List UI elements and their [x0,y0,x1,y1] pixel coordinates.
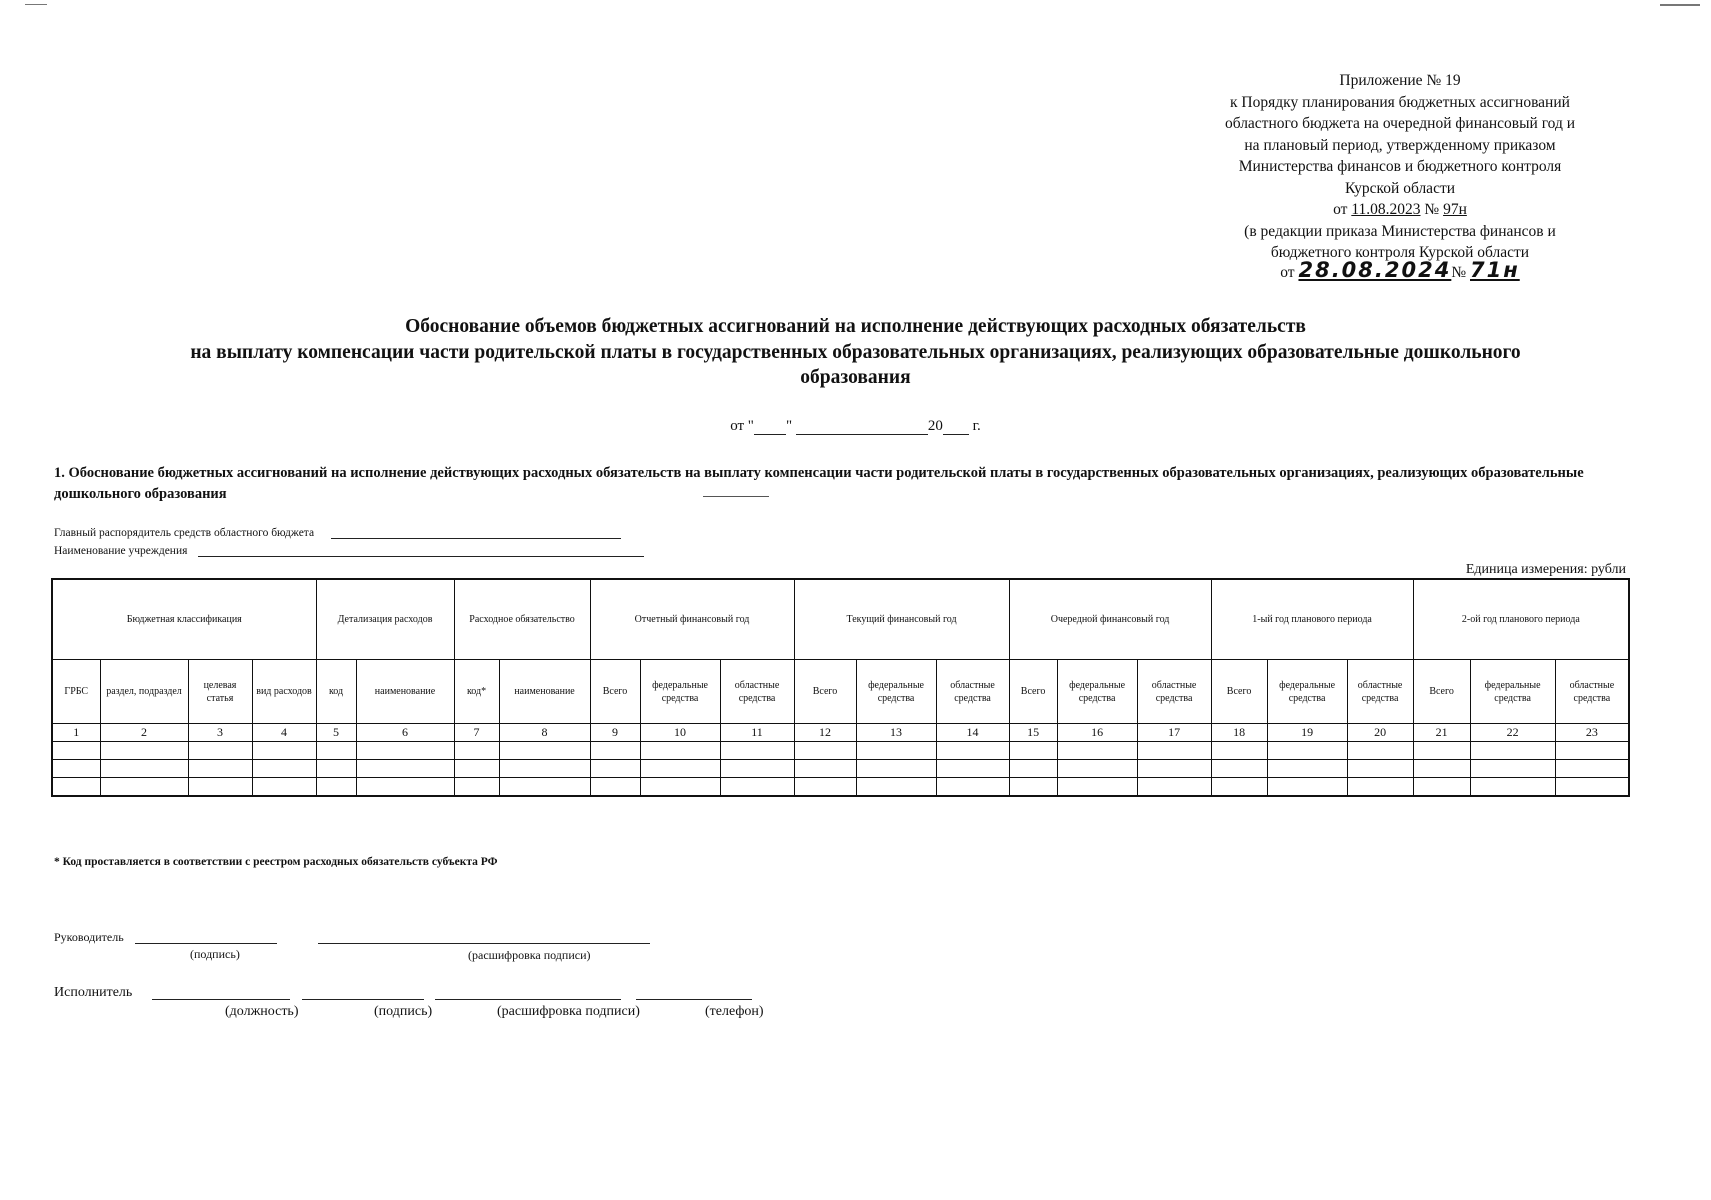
column-header: Всего [794,660,856,724]
table-cell[interactable] [52,760,100,778]
table-cell[interactable] [252,760,316,778]
table-row [52,760,1629,778]
table-cell[interactable] [1555,778,1629,797]
table-cell[interactable] [1347,742,1413,760]
institution-field: Наименование учреждения [54,545,644,557]
column-number: 2 [100,724,188,742]
column-header: наименование [356,660,454,724]
table-cell[interactable] [1057,760,1137,778]
appendix-line: к Порядку планирования бюджетных ассигнований [1230,93,1570,111]
table-cell[interactable] [1009,742,1057,760]
table-cell[interactable] [590,760,640,778]
column-header: раздел, подраздел [100,660,188,724]
section-heading: 1. Обоснование бюджетных ассигнований на исполнение действующих расходных обязательств на выплату компенсации части родительской платы в государственных образовательных организациях, реализующих образовательные дошкольного образования [54,465,1584,502]
column-header: целевая статья [188,660,252,724]
column-number: 8 [499,724,590,742]
exec-sign-caption: (подпись) [374,1004,433,1019]
table-cell[interactable] [1555,742,1629,760]
table-cell[interactable] [52,778,100,797]
appendix-edit-line: от 28.08.2024№ 71н [1280,257,1520,282]
column-header: федеральные средства [640,660,720,724]
column-number: 17 [1137,724,1211,742]
table-cell[interactable] [640,778,720,797]
column-number: 23 [1555,724,1629,742]
group-header: 1-ый год планового периода [1211,579,1413,660]
table-cell[interactable] [1211,742,1267,760]
table-number-row [52,724,1629,742]
table-cell[interactable] [1413,760,1470,778]
table-cell[interactable] [188,778,252,797]
table-cell[interactable] [720,760,794,778]
group-header: Детализация расходов [316,579,454,660]
table-group-header-row [52,579,1629,660]
table-cell[interactable] [1009,760,1057,778]
table-cell[interactable] [100,778,188,797]
column-header: федеральные средства [856,660,936,724]
column-number: 11 [720,724,794,742]
exec-position-line[interactable] [152,999,290,1000]
head-label: Руководитель [54,930,124,944]
scan-mark-left [25,4,47,5]
column-header: код [316,660,356,724]
table-row [52,742,1629,760]
table-cell[interactable] [1267,760,1347,778]
column-header: областные средства [720,660,794,724]
column-header: наименование [499,660,590,724]
day-blank [754,434,786,435]
table-cell[interactable] [100,760,188,778]
group-header: Бюджетная классификация [52,579,316,660]
table-cell[interactable] [640,742,720,760]
column-header: федеральные средства [1267,660,1347,724]
table-cell[interactable] [100,742,188,760]
table-cell[interactable] [188,760,252,778]
table-subheader-row [52,660,1629,724]
table-cell[interactable] [936,760,1009,778]
column-header: вид расходов [252,660,316,724]
year-blank [943,434,969,435]
unit-of-measure: Единица измерения: рубли [1465,562,1626,577]
column-number: 18 [1211,724,1267,742]
table-cell[interactable] [1137,778,1211,797]
head-sign-caption: (подпись) [190,947,240,961]
grbs-field: Главный распорядитель средств областного бюджета [54,527,621,539]
appendix-line: Приложение № 19 [1339,72,1461,89]
table-cell[interactable] [590,778,640,797]
column-header: областные средства [936,660,1009,724]
column-number: 16 [1057,724,1137,742]
exec-label: Исполнитель [54,985,133,1000]
section-underline [703,496,769,497]
table-cell[interactable] [794,760,856,778]
column-number: 4 [252,724,316,742]
column-header: Всего [590,660,640,724]
column-header: код* [454,660,499,724]
column-header: Всего [1009,660,1057,724]
appendix-line: Министерства финансов и бюджетного контроля [1238,158,1562,175]
group-header: Расходное обязательство [454,579,590,660]
column-number: 21 [1413,724,1470,742]
order-date: 11.08.2023 [1351,201,1421,218]
table-cell[interactable] [499,778,590,797]
table-cell[interactable] [640,760,720,778]
footnote: * Код проставляется в соответствии с реестром расходных обязательств субъекта РФ [54,856,498,868]
table-cell[interactable] [454,778,499,797]
column-header: областные средства [1555,660,1629,724]
table-cell[interactable] [252,778,316,797]
appendix-order-line: от 11.08.2023 № 97н [1333,201,1467,218]
table-cell[interactable] [499,742,590,760]
column-number: 1 [52,724,100,742]
table-cell[interactable] [499,760,590,778]
table-cell[interactable] [316,742,356,760]
table-cell[interactable] [1211,760,1267,778]
table-cell[interactable] [1137,760,1211,778]
column-number: 3 [188,724,252,742]
head-sign-line[interactable] [135,943,277,944]
column-number: 9 [590,724,640,742]
table-cell[interactable] [356,760,454,778]
appendix-line: областного бюджета на очередной финансовый год и [1224,115,1576,132]
column-number: 19 [1267,724,1347,742]
group-header: Очередной финансовый год [1009,579,1211,660]
exec-phone-line[interactable] [636,999,752,1000]
exec-phone-caption: (телефон) [705,1004,764,1019]
table-cell[interactable] [1009,778,1057,797]
table-cell[interactable] [1470,742,1555,760]
column-number: 22 [1470,724,1555,742]
table-cell[interactable] [454,742,499,760]
table-cell[interactable] [316,778,356,797]
table-cell[interactable] [856,742,936,760]
table-cell[interactable] [794,778,856,797]
appendix-line: на плановый период, утвержденному приказом [1244,136,1556,154]
table-cell[interactable] [1137,742,1211,760]
exec-decode-line[interactable] [435,999,621,1000]
budget-table [51,578,1630,797]
column-number: 20 [1347,724,1413,742]
order-number: 97н [1443,201,1467,218]
table-cell[interactable] [936,778,1009,797]
table-cell[interactable] [52,742,100,760]
exec-position-caption: (должность) [225,1004,299,1019]
column-header: федеральные средства [1470,660,1555,724]
document-title: Обоснование объемов бюджетных ассигнований на исполнение действующих расходных обязательств на выплату компенсации части родительской платы в государственных образовательных организациях, реализующих образовательные дошкольного образования [190,316,1521,388]
handwritten-date: 28.08.2024 [1298,257,1452,282]
table-cell[interactable] [856,778,936,797]
appendix-block [1160,70,1640,283]
table-cell[interactable] [720,742,794,760]
group-header: 2-ой год планового периода [1413,579,1629,660]
handwritten-number: 71н [1470,257,1520,282]
table-cell[interactable] [1057,778,1137,797]
appendix-line: (в редакции приказа Министерства финансов и [1244,222,1556,240]
table-cell[interactable] [856,760,936,778]
table-cell[interactable] [316,760,356,778]
table-cell[interactable] [1555,760,1629,778]
column-header: областные средства [1347,660,1413,724]
table-row [52,778,1629,797]
table-cell[interactable] [252,742,316,760]
exec-sign-line[interactable] [302,999,424,1000]
appendix-line: Курской области [1344,179,1456,197]
table-cell[interactable] [454,760,499,778]
column-header: ГРБС [52,660,100,724]
group-header: Отчетный финансовый год [590,579,794,660]
table-cell[interactable] [590,742,640,760]
table-cell[interactable] [188,742,252,760]
table-cell[interactable] [1347,778,1413,797]
scan-mark-right [1660,4,1700,6]
table-cell[interactable] [1347,760,1413,778]
column-header: Всего [1413,660,1470,724]
table-cell[interactable] [1267,742,1347,760]
column-number: 13 [856,724,936,742]
column-header: областные средства [1137,660,1211,724]
column-number: 14 [936,724,1009,742]
table-cell[interactable] [356,778,454,797]
column-number: 10 [640,724,720,742]
column-number: 12 [794,724,856,742]
column-header: Всего [1211,660,1267,724]
table-cell[interactable] [1470,760,1555,778]
table-cell[interactable] [1470,778,1555,797]
table-cell[interactable] [720,778,794,797]
column-number: 15 [1009,724,1057,742]
table-cell[interactable] [1413,742,1470,760]
exec-decode-caption: (расшифровка подписи) [497,1004,640,1019]
month-blank [796,434,928,435]
group-header: Текущий финансовый год [794,579,1009,660]
column-number: 5 [316,724,356,742]
head-decode-line[interactable] [318,943,650,944]
table-cell[interactable] [936,742,1009,760]
column-number: 6 [356,724,454,742]
column-header: федеральные средства [1057,660,1137,724]
grbs-input-line[interactable] [331,538,621,539]
table-cell[interactable] [356,742,454,760]
table-cell[interactable] [794,742,856,760]
table-cell[interactable] [1057,742,1137,760]
column-number: 7 [454,724,499,742]
head-decode-caption: (расшифровка подписи) [468,948,591,962]
table-cell[interactable] [1267,778,1347,797]
date-line: от " " 20 г. [730,418,981,434]
appendix-line: бюджетного контроля Курской области [1270,244,1530,261]
table-cell[interactable] [1211,778,1267,797]
institution-input-line[interactable] [198,556,644,557]
table-cell[interactable] [1413,778,1470,797]
